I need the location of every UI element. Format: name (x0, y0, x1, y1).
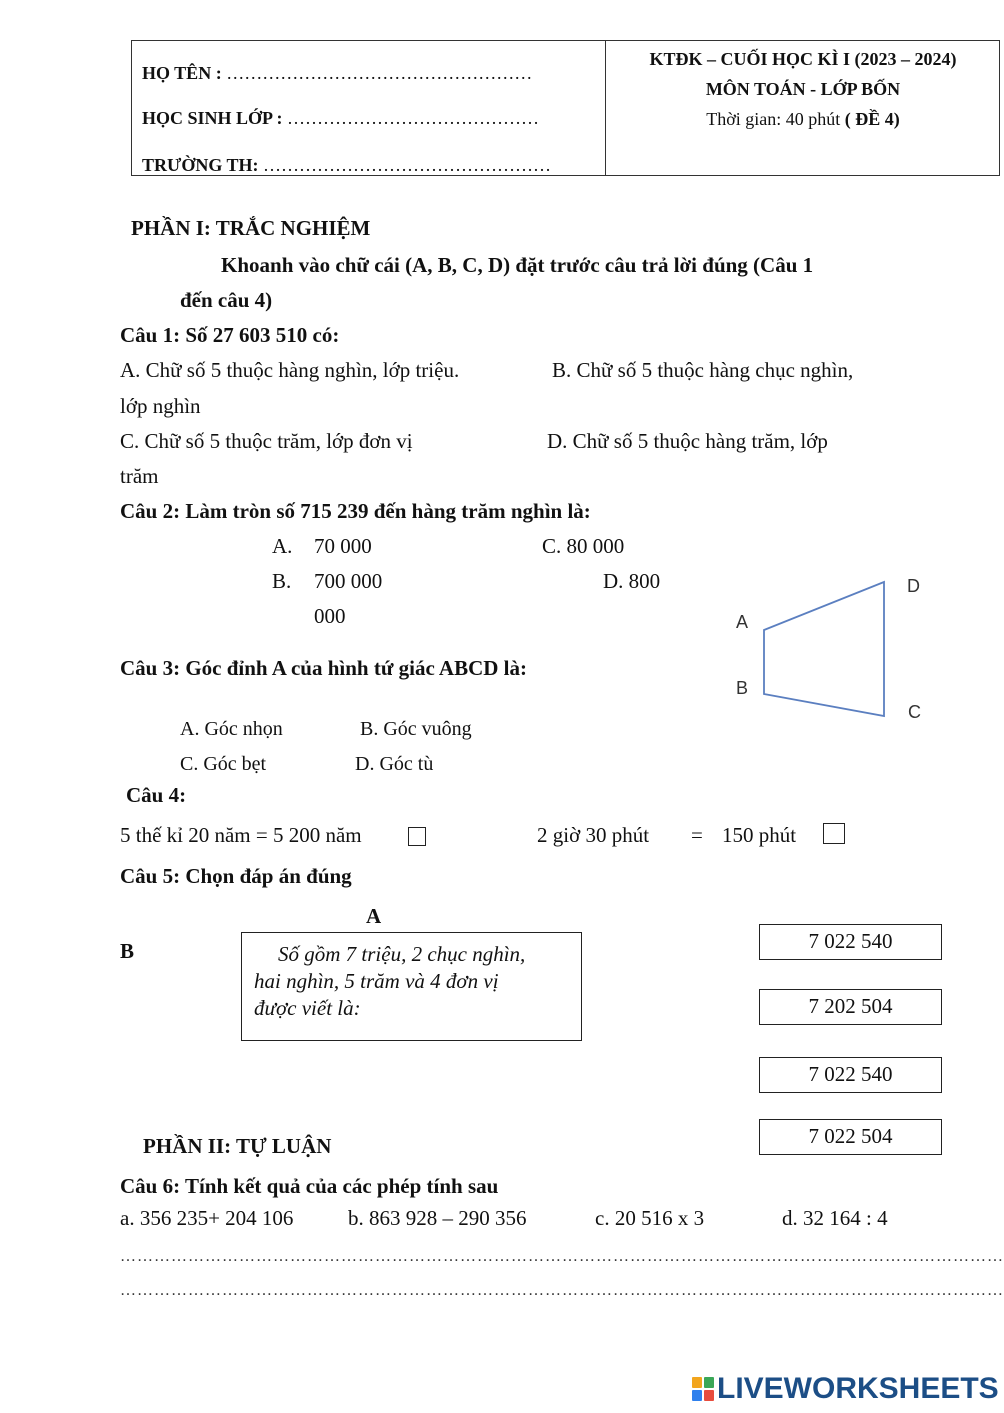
vertex-label-d: D (907, 576, 920, 596)
q6-expression-b: b. 863 928 – 290 356 (348, 1206, 527, 1230)
q6-answer-line[interactable]: ………………………………………………………………………………………………………………………………………… (120, 1248, 1004, 1265)
q1-option-d[interactable]: D. Chữ số 5 thuộc hàng trăm, lớp (547, 429, 828, 453)
q3-option-d[interactable]: D. Góc tù (355, 753, 434, 775)
q6-title: Câu 6: Tính kết quả của các phép tính sau (120, 1174, 499, 1198)
q4-statement2-checkbox[interactable] (823, 823, 845, 844)
q4-statement2-right: 150 phút (722, 823, 797, 847)
q3-option-c[interactable]: C. Góc bẹt (180, 753, 267, 775)
q1-option-a[interactable]: A. Chữ số 5 thuộc hàng nghìn, lớp triệu. (120, 358, 460, 382)
q5-answer-box[interactable]: 7 022 504 (759, 1119, 942, 1155)
liveworksheets-wordmark: LIVEWORKSHEETS (717, 1372, 999, 1405)
part1-title: PHẦN I: TRẮC NGHIỆM (131, 216, 371, 240)
logo-square-4 (704, 1390, 714, 1401)
q2-option-d[interactable]: D. 800 (603, 569, 661, 593)
exam-time-text: Thời gian: 40 phút (706, 109, 841, 129)
q3-title: Câu 3: Góc đỉnh A của hình tứ giác ABCD là: (120, 656, 528, 680)
q4-statement1-checkbox[interactable] (408, 827, 426, 846)
name-field[interactable]: …………………………………………… (226, 63, 533, 83)
name-row (142, 63, 532, 84)
exam-subject: MÔN TOÁN - LỚP BỐN (705, 79, 901, 99)
q1-option-d-continued: trăm (120, 464, 159, 488)
q1-title: Câu 1: Số 27 603 510 có: (120, 323, 340, 347)
q6-expression-c: c. 20 516 x 3 (595, 1206, 705, 1230)
class-label: HỌC SINH LỚP : (142, 108, 283, 128)
q2-option-a-value[interactable]: 70 000 (314, 534, 372, 558)
q1-option-c[interactable]: C. Chữ số 5 thuộc trăm, lớp đơn vị (120, 429, 413, 453)
q2-option-b-letter[interactable]: B. (272, 569, 292, 593)
school-label: TRƯỜNG TH: (142, 155, 259, 175)
q5-answer-box[interactable]: 7 022 540 (759, 1057, 942, 1093)
name-label: HỌ TÊN : (142, 63, 222, 83)
exam-title: KTĐK – CUỐI HỌC KÌ I (2023 – 2024) (649, 49, 957, 69)
q5-column-a-label: A (366, 904, 382, 928)
header-table (131, 40, 1000, 176)
q5-problem-box (241, 932, 582, 1041)
q2-title: Câu 2: Làm tròn số 715 239 đến hàng trăm nghìn là: (120, 499, 591, 523)
part1-instruction-line2: đến câu 4) (180, 288, 273, 312)
vertex-label-b: B (736, 678, 749, 698)
q2-option-a-letter[interactable]: A. (272, 534, 293, 558)
q4-title: Câu 4: (126, 783, 187, 807)
quadrilateral-shape (764, 582, 884, 716)
q5-problem-line2: hai nghìn, 5 trăm và 4 đơn vị (254, 969, 499, 993)
q4-statement2-left: 2 giờ 30 phút (537, 823, 650, 847)
q5-answer-box[interactable]: 7 202 504 (759, 989, 942, 1025)
logo-square-3 (692, 1390, 702, 1401)
exam-code: ( ĐỀ 4) (844, 109, 900, 129)
q6-expression-a: a. 356 235+ 204 106 (120, 1206, 294, 1230)
liveworksheets-logo-icon (692, 1377, 714, 1401)
q1-option-b[interactable]: B. Chữ số 5 thuộc hàng chục nghìn, (552, 358, 854, 382)
logo-square-2 (704, 1377, 714, 1388)
logo-square-1 (692, 1377, 702, 1388)
q2-option-d-continued: 000 (314, 604, 346, 628)
q2-option-c[interactable]: C. 80 000 (542, 534, 625, 558)
part2-title: PHẦN II: TỰ LUẬN (143, 1134, 332, 1158)
q5-problem-line1: Số gồm 7 triệu, 2 chục nghìn, (278, 942, 526, 966)
class-field[interactable]: …………………………………… (287, 108, 540, 128)
q2-option-b-value[interactable]: 700 000 (314, 569, 383, 593)
q3-option-a[interactable]: A. Góc nhọn (180, 718, 283, 740)
vertex-label-c: C (908, 702, 921, 722)
quadrilateral-abcd-figure (730, 570, 930, 730)
q5-problem-line3: được viết là: (254, 996, 361, 1020)
q1-option-b-continued: lớp nghìn (120, 394, 201, 418)
q5-column-b-label: B (120, 939, 135, 963)
exam-time (606, 109, 1000, 130)
q3-option-b[interactable]: B. Góc vuông (360, 718, 472, 740)
q6-answer-line[interactable]: ………………………………………………………………………………………………………………………………………… (120, 1282, 1004, 1299)
vertex-label-a: A (736, 612, 749, 632)
school-row (142, 155, 551, 176)
school-field[interactable]: ………………………………………… (263, 155, 552, 175)
part1-instruction-line1: Khoanh vào chữ cái (A, B, C, D) đặt trước câu trả lời đúng (Câu 1 (221, 253, 814, 277)
q5-title: Câu 5: Chọn đáp án đúng (120, 864, 352, 888)
q4-statement2-equals: = (691, 823, 703, 847)
q4-statement1: 5 thế kỉ 20 năm = 5 200 năm (120, 823, 362, 847)
q6-expression-d: d. 32 164 : 4 (782, 1206, 888, 1230)
q5-answer-box[interactable]: 7 022 540 (759, 924, 942, 960)
liveworksheets-watermark (692, 1372, 999, 1406)
class-row (142, 108, 539, 129)
